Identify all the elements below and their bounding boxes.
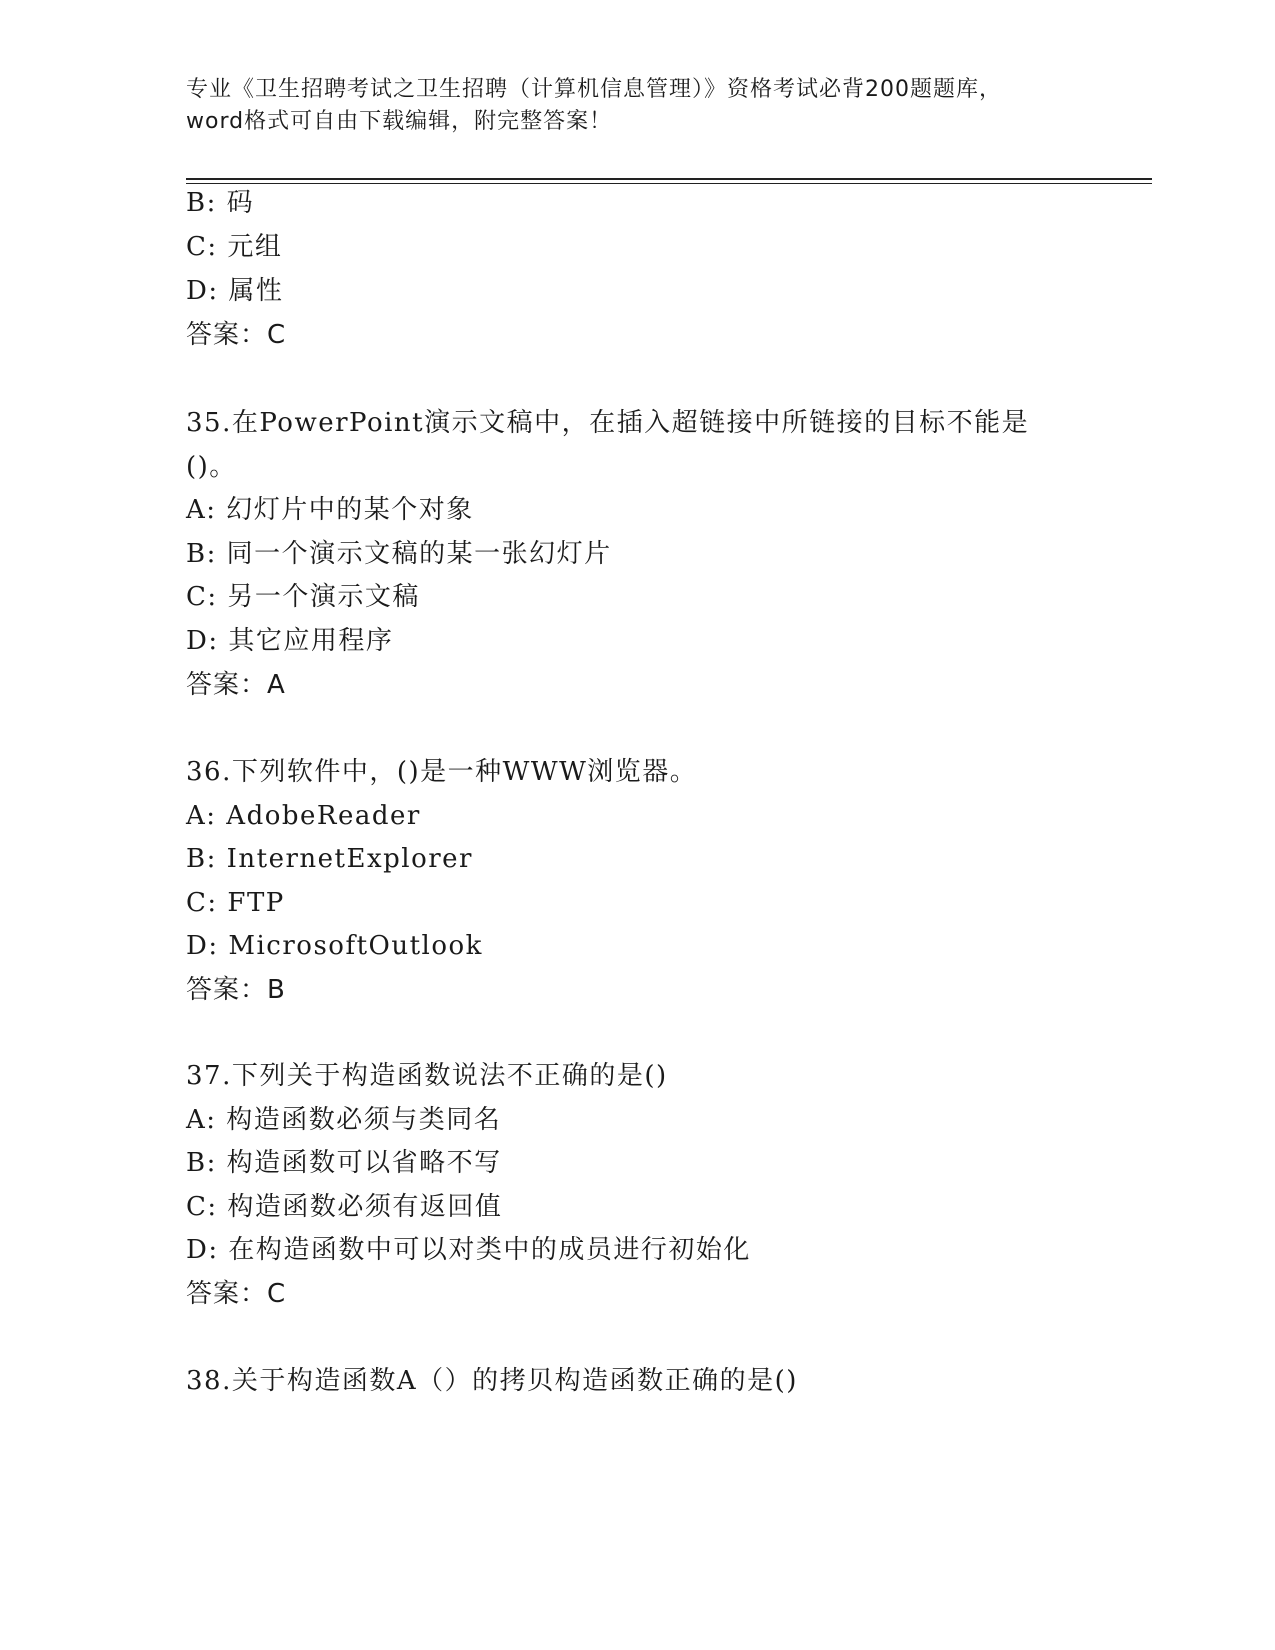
document-header [186, 74, 1086, 138]
question-35-answer: 答案：A [186, 670, 286, 700]
header-divider-thin [186, 183, 1152, 184]
question-35-option-a: A: 幻灯片中的某个对象 [186, 495, 474, 525]
question-36-option-d: D: MicrosoftOutlook [186, 931, 483, 961]
question-36-stem-line-1: 36.下列软件中，()是一种WWW浏览器。 [186, 757, 698, 787]
question-36-option-b: B: InternetExplorer [186, 844, 473, 874]
question-37-answer: 答案：C [186, 1279, 287, 1309]
question-35-option-d: D: 其它应用程序 [186, 626, 394, 656]
header-line-1: 专业《卫生招聘考试之卫生招聘（计算机信息管理）》资格考试必背200题题库， [186, 77, 1002, 102]
prev-question-option-b: B: 码 [186, 188, 255, 218]
question-37-stem-line-1: 37.下列关于构造函数说法不正确的是() [186, 1061, 668, 1091]
question-36-answer: 答案：B [186, 975, 286, 1005]
question-38-stem-line-1: 38.关于构造函数A（）的拷贝构造函数正确的是() [186, 1366, 798, 1396]
header-line-2: word格式可自由下载编辑，附完整答案！ [186, 109, 613, 134]
prev-question-answer: 答案：C [186, 320, 287, 350]
question-37-option-a: A: 构造函数必须与类同名 [186, 1105, 502, 1135]
question-37-option-c: C: 构造函数必须有返回值 [186, 1192, 503, 1222]
question-35-option-c: C: 另一个演示文稿 [186, 582, 420, 612]
question-35-option-b: B: 同一个演示文稿的某一张幻灯片 [186, 539, 612, 569]
prev-question-option-c: C: 元组 [186, 232, 283, 262]
header-divider-thick [186, 178, 1152, 180]
question-36-option-c: C: FTP [186, 888, 285, 918]
question-37-option-d: D: 在构造函数中可以对类中的成员进行初始化 [186, 1235, 751, 1265]
question-35-stem-line-2: ()。 [186, 452, 237, 482]
question-36-option-a: A: AdobeReader [186, 801, 421, 831]
prev-question-option-d: D: 属性 [186, 276, 284, 306]
question-37-option-b: B: 构造函数可以省略不写 [186, 1148, 502, 1178]
question-35-stem-line-1: 35.在PowerPoint演示文稿中，在插入超链接中所链接的目标不能是 [186, 408, 1030, 438]
